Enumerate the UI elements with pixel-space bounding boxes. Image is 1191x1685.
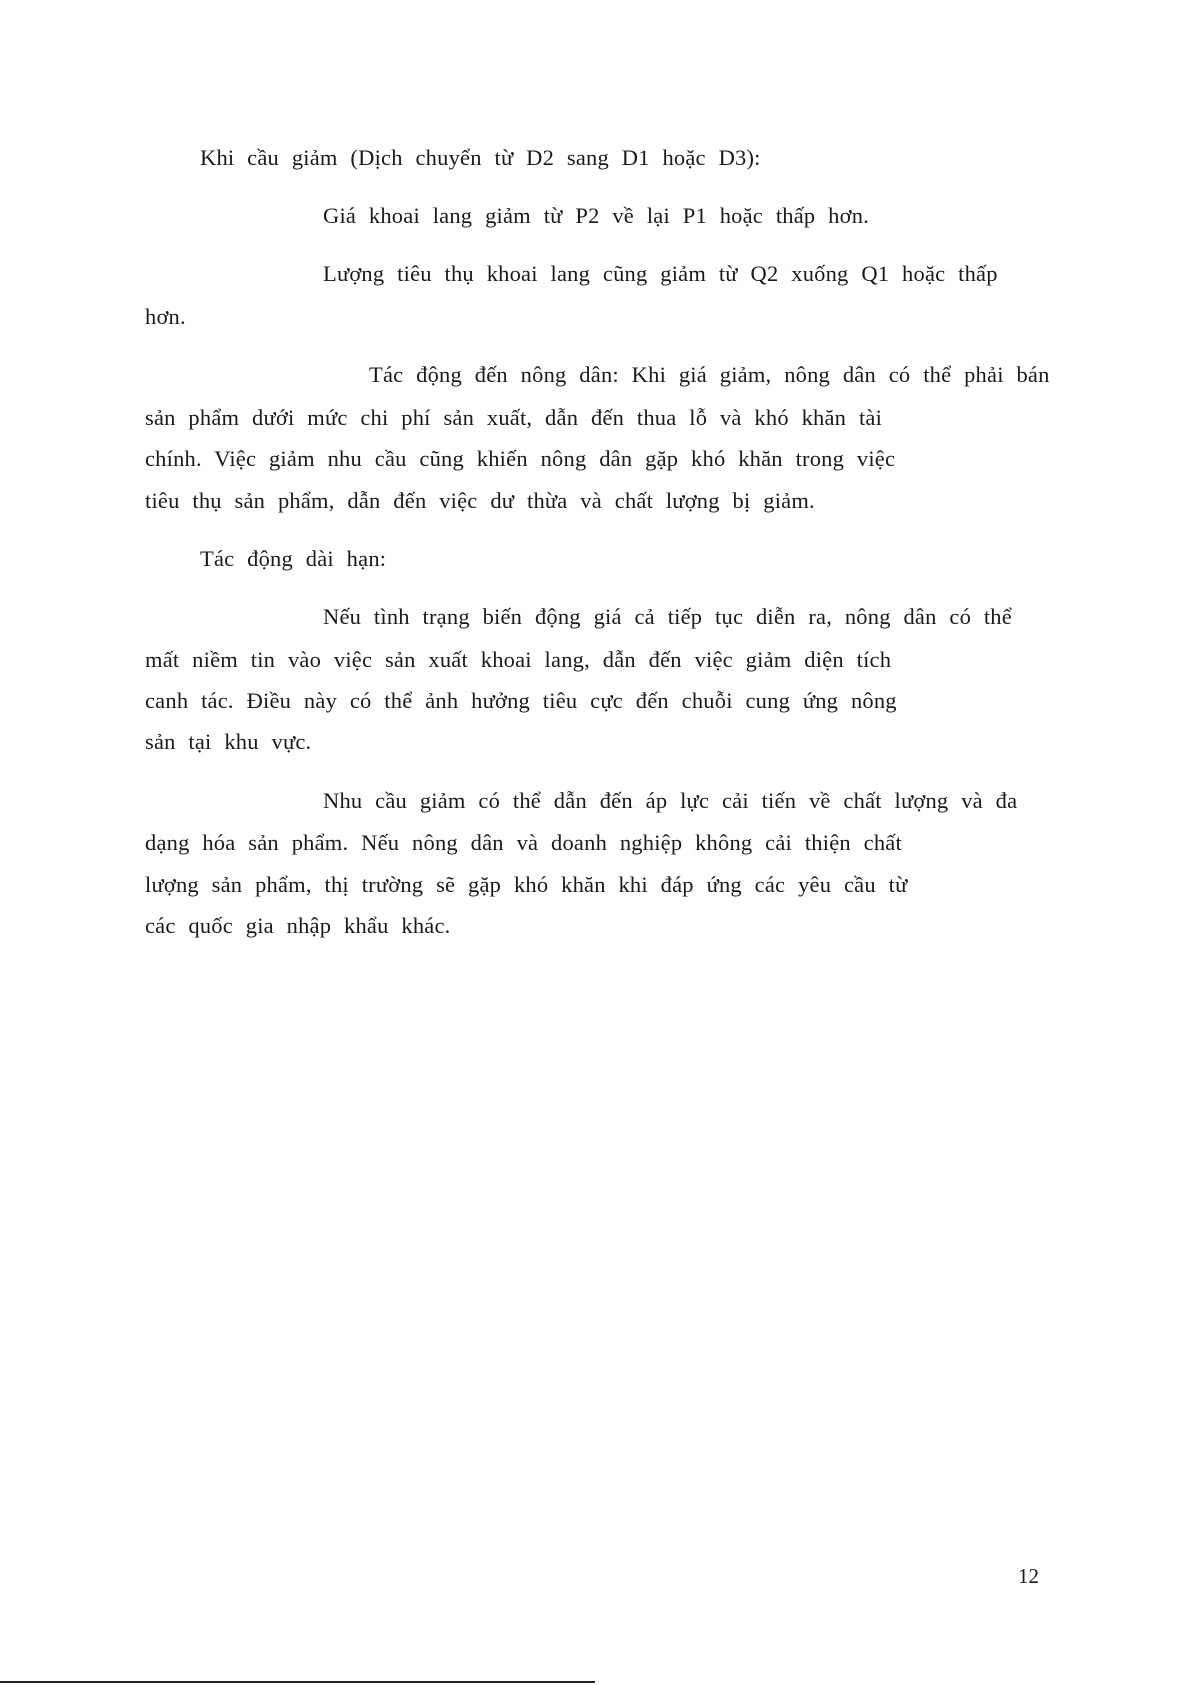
text-line: dạng hóa sản phẩm. Nếu nông dân và doanh nghiệp không cải thiện chất (145, 830, 902, 855)
text-line: Giá khoai lang giảm từ P2 về lại P1 hoặc thấp hơn. (323, 203, 870, 228)
text-line: tiêu thụ sản phẩm, dẫn đến việc dư thừa và chất lượng bị giảm. (145, 488, 815, 513)
text-line: Tác động dài hạn: (200, 546, 387, 571)
text-line: sản phẩm dưới mức chi phí sản xuất, dẫn đến thua lỗ và khó khăn tài (145, 405, 883, 430)
text-line: Nếu tình trạng biến động giá cả tiếp tục diễn ra, nông dân có thể (323, 604, 1012, 629)
text-line: sản tại khu vực. (145, 729, 312, 754)
text-line: chính. Việc giảm nhu cầu cũng khiến nông dân gặp khó khăn trong việc (145, 446, 896, 471)
text-line: các quốc gia nhập khẩu khác. (145, 913, 451, 938)
text-line: canh tác. Điều này có thể ảnh hưởng tiêu cực đến chuỗi cung ứng nông (145, 688, 897, 713)
text-line: lượng sản phẩm, thị trường sẽ gặp khó khăn khi đáp ứng các yêu cầu từ (145, 872, 908, 897)
text-line: Lượng tiêu thụ khoai lang cũng giảm từ Q2 xuống Q1 hoặc thấp (323, 261, 998, 286)
text-line: Tác động đến nông dân: Khi giá giảm, nông dân có thể phải bán (369, 362, 1050, 387)
page-number: 12 (1018, 1564, 1039, 1588)
text-line: hơn. (145, 304, 186, 329)
footer-rule (0, 1681, 595, 1683)
text-line: Nhu cầu giảm có thể dẫn đến áp lực cải tiến về chất lượng và đa (323, 788, 1018, 813)
text-line: mất niềm tin vào việc sản xuất khoai lang, dẫn đến việc giảm diện tích (145, 647, 892, 672)
text-line: Khi cầu giảm (Dịch chuyển từ D2 sang D1 hoặc D3): (200, 145, 761, 170)
